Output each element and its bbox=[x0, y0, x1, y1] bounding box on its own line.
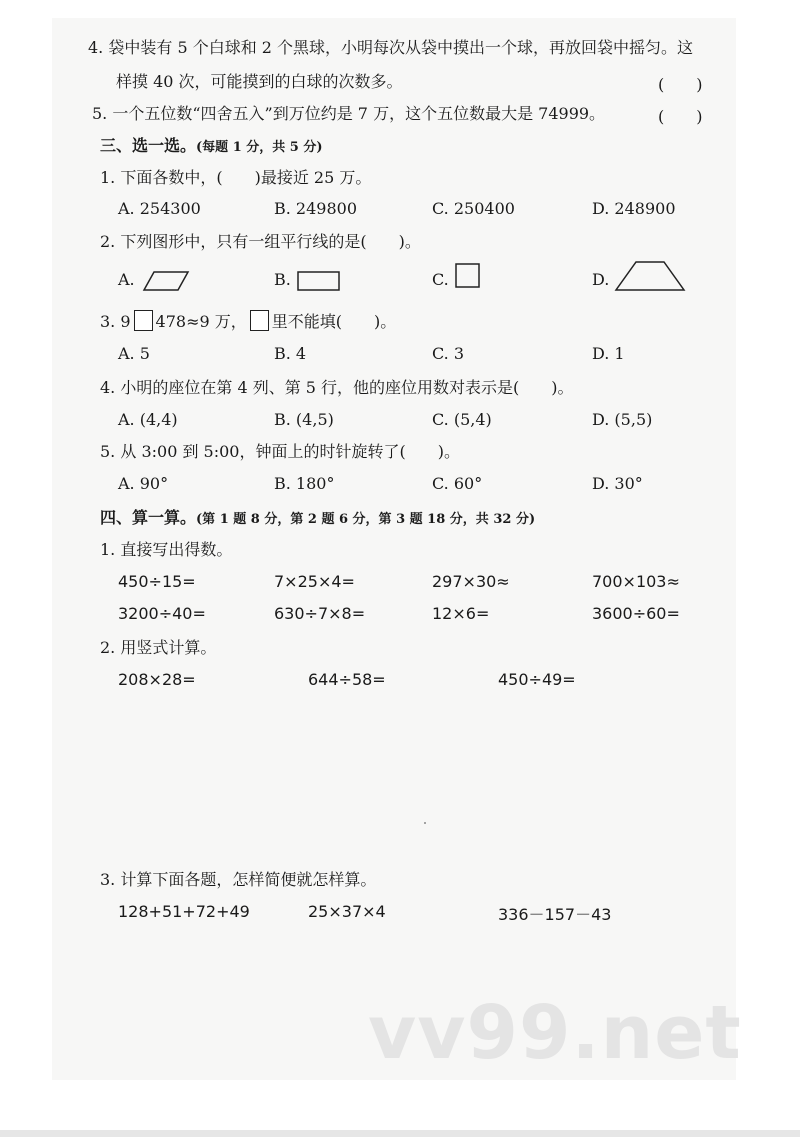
mental-calc-item[interactable]: 630÷7×8= bbox=[274, 604, 366, 623]
section4-note: (第 1 题 8 分，第 2 题 6 分，第 3 题 18 分，共 32 分) bbox=[196, 512, 536, 527]
judge-q4-line1: 4. 袋中装有 5 个白球和 2 个黑球，小明每次从袋中摸出一个球，再放回袋中摇匀。这 bbox=[88, 38, 694, 57]
s3-q3-stem-c: 里不能填( )。 bbox=[271, 312, 397, 331]
section4-heading bbox=[100, 508, 535, 530]
s3-q3-option-a[interactable]: A. 5 bbox=[118, 344, 150, 363]
s3-q1-option-a[interactable]: A. 254300 bbox=[118, 199, 201, 218]
rectangle-shape bbox=[296, 270, 342, 292]
s3-q5-option-c[interactable]: C. 60° bbox=[432, 474, 483, 493]
s3-q3-option-d[interactable]: D. 1 bbox=[592, 344, 625, 363]
s3-q4-option-c[interactable]: C. (5,4) bbox=[432, 410, 492, 429]
parallelogram-shape bbox=[142, 270, 190, 292]
s3-q1-option-b[interactable]: B. 249800 bbox=[274, 199, 358, 218]
stray-mark bbox=[424, 822, 426, 824]
simplify-calc-item[interactable]: 128+51+72+49 bbox=[118, 902, 250, 921]
mental-calc-item[interactable]: 3600÷60= bbox=[592, 604, 680, 623]
watermark-text: vv99.net bbox=[368, 990, 742, 1076]
section3-title: 三、选一选。 bbox=[100, 136, 197, 155]
s3-q2-label-c[interactable]: C. bbox=[432, 270, 449, 289]
s3-q1-option-c[interactable]: C. 250400 bbox=[432, 199, 515, 218]
digit-blank-box-ref bbox=[250, 310, 269, 331]
digit-blank-box[interactable] bbox=[134, 310, 153, 331]
s4-q3-stem: 3. 计算下面各题，怎样简便就怎样算。 bbox=[100, 870, 377, 889]
vertical-calc-item[interactable]: 208×28= bbox=[118, 670, 196, 689]
bottom-divider bbox=[0, 1130, 800, 1137]
vertical-calc-item[interactable]: 644÷58= bbox=[308, 670, 386, 689]
s3-q1-option-d[interactable]: D. 248900 bbox=[592, 199, 676, 218]
s3-q5-options bbox=[118, 474, 718, 496]
s3-q1-options bbox=[118, 199, 718, 221]
mental-calc-item[interactable]: 12×6= bbox=[432, 604, 490, 623]
mental-calc-item[interactable]: 700×103≈ bbox=[592, 572, 680, 591]
s3-q2-label-a[interactable]: A. bbox=[118, 270, 135, 289]
s3-q5-option-d[interactable]: D. 30° bbox=[592, 474, 643, 493]
s3-q1-stem: 1. 下面各数中，( )最接近 25 万。 bbox=[100, 168, 372, 187]
section3-note: (每题 1 分，共 5 分) bbox=[196, 140, 323, 155]
simplify-calc-item[interactable]: 336－157－43 bbox=[498, 905, 612, 924]
s4-q2-stem: 2. 用竖式计算。 bbox=[100, 638, 217, 657]
s3-q5-stem: 5. 从 3:00 到 5:00，钟面上的时针旋转了( )。 bbox=[100, 442, 460, 461]
section4-title: 四、算一算。 bbox=[100, 508, 197, 527]
vertical-calc-item[interactable]: 450÷49= bbox=[498, 670, 576, 689]
s3-q3-options bbox=[118, 344, 718, 366]
s4-q1-stem: 1. 直接写出得数。 bbox=[100, 540, 233, 559]
s3-q4-option-a[interactable]: A. (4,4) bbox=[118, 410, 178, 429]
s3-q2-stem: 2. 下列图形中，只有一组平行线的是( )。 bbox=[100, 232, 421, 251]
simplify-calc-item[interactable]: 25×37×4 bbox=[308, 902, 386, 921]
s3-q2-label-b[interactable]: B. bbox=[274, 270, 291, 289]
s3-q5-option-a[interactable]: A. 90° bbox=[118, 474, 169, 493]
s3-q3-stem-a: 3. 9 bbox=[100, 312, 131, 331]
s3-q4-options bbox=[118, 410, 718, 432]
s3-q3-option-c[interactable]: C. 3 bbox=[432, 344, 465, 363]
s3-q2-label-d[interactable]: D. bbox=[592, 270, 610, 289]
s3-q4-option-d[interactable]: D. (5,5) bbox=[592, 410, 653, 429]
s3-q3-stem-b: 478≈9 万， bbox=[155, 312, 247, 331]
judge-q4-line2: 样摸 40 次，可能摸到的白球的次数多。 bbox=[116, 72, 403, 91]
mental-calc-item[interactable]: 3200÷40= bbox=[118, 604, 206, 623]
mental-calc-item[interactable]: 450÷15= bbox=[118, 572, 196, 591]
square-shape bbox=[454, 262, 482, 290]
s3-q4-option-b[interactable]: B. (4,5) bbox=[274, 410, 334, 429]
judge-q5: 5. 一个五位数“四舍五入”到万位约是 7 万，这个五位数最大是 74999。 bbox=[92, 104, 606, 123]
s3-q4-stem: 4. 小明的座位在第 4 列、第 5 行，他的座位用数对表示是( )。 bbox=[100, 378, 574, 397]
judge-q4-answer-paren[interactable]: ( ) bbox=[658, 75, 703, 94]
mental-calc-item[interactable]: 7×25×4= bbox=[274, 572, 355, 591]
mental-calc-item[interactable]: 297×30≈ bbox=[432, 572, 510, 591]
s3-q5-option-b[interactable]: B. 180° bbox=[274, 474, 335, 493]
s3-q3-option-b[interactable]: B. 4 bbox=[274, 344, 307, 363]
section3-heading bbox=[100, 136, 323, 158]
trapezoid-shape bbox=[614, 260, 688, 294]
s3-q2-options bbox=[118, 268, 718, 296]
judge-q5-answer-paren[interactable]: ( ) bbox=[658, 107, 703, 126]
s3-q3-stem bbox=[100, 310, 396, 332]
